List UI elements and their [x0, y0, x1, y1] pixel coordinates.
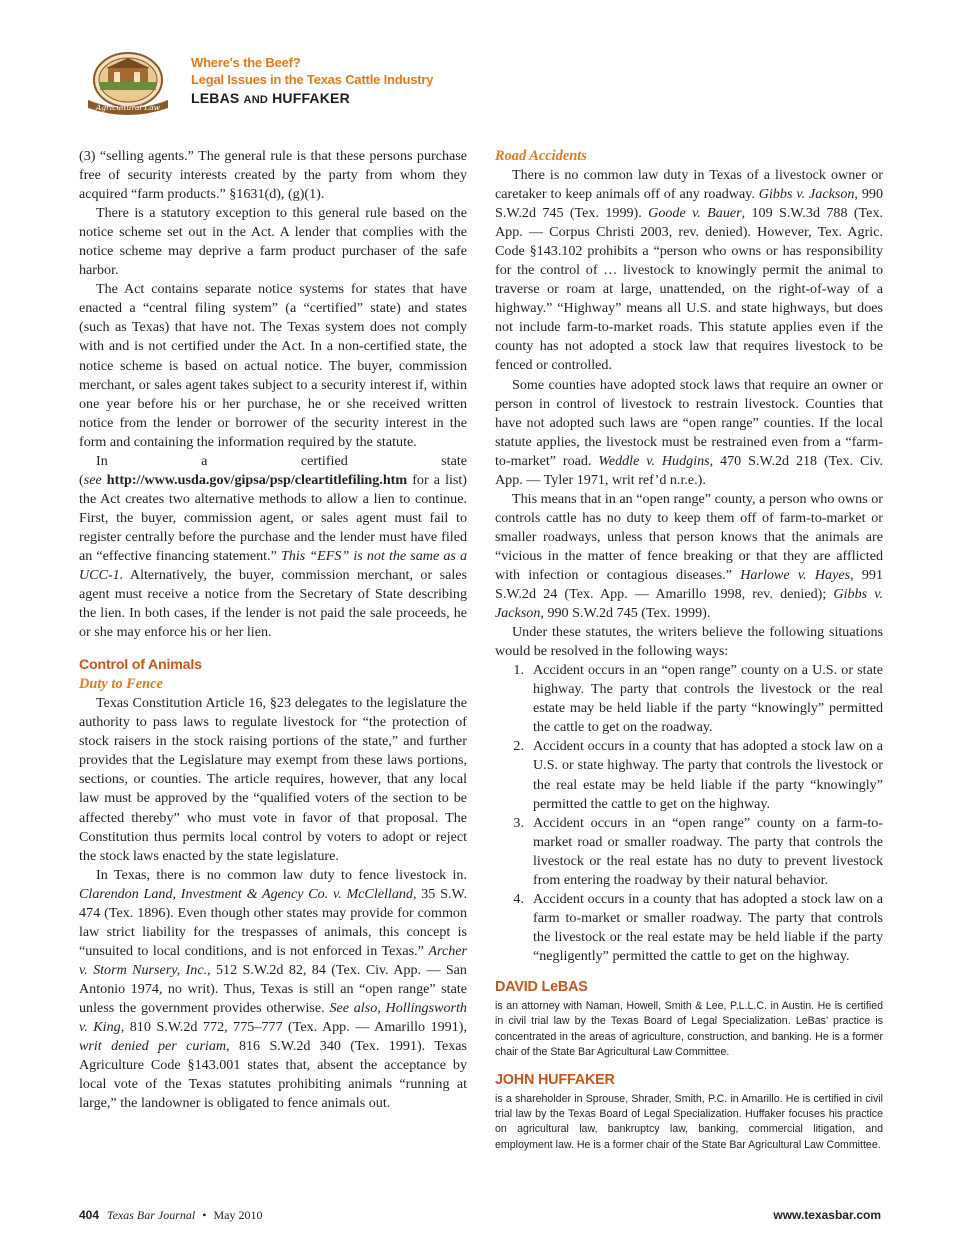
author-name: JOHN HUFFAKER	[495, 1071, 615, 1088]
subheading: Duty to Fence	[79, 676, 163, 693]
paragraph: In Texas, there is no common law duty to fence livestock in. Clarendon Land, Investment & Agency Co. v. McClelland, 35 S.W. 474 (Tex. 1896). Even though other states may provide for common law strict liability for the trespasses of animals, this concept is “unsuited to local conditions, and is not enforced in Texas.” Archer v. Storm Nursery, Inc., 512 S.W.2d 82, 84 (Tex. Civ. App. — San Antonio 1974, no writ). Thus, Texas is still an “open range” state unless the government provides otherwise. See also, Hollingsworth v. King, 810 S.W.2d 772, 775–777 (Tex. App. — Amarillo 1991), writ denied per curiam, 816 S.W.2d 340 (Tex. 1991). Texas Agriculture Code §143.001 states that, absent the acceptance by local vote of the Texas statutes prohibiting animals “running at large,” the landowner is obligated to fence animals out.	[79, 866, 467, 1112]
right-column	[495, 147, 883, 1153]
paragraph: In a certified state (see http://www.usda.gov/gipsa/psp/cleartitlefiling.htm for a list) the Act creates two alternative methods to allow a lien to continue. First, the buyer, commission agent, or sales agent must fail to register centrally before the purchase and the lender must have filed an “effective financing statement.” This “EFS” is not the same as a UCC-1. Alternatively, the buyer, commission merchant, or sales agent must receive a notice from the Secretary of State describing the lien. In both cases, if the lender is not paid the sale proceeds, he or she may enforce his or her lien.	[79, 452, 467, 641]
issue-date: May 2010	[213, 1208, 263, 1222]
paragraph: Some counties have adopted stock laws that require an owner or person in control of livestock to restrain livestock. Counties that have not adopted such laws are “open range” counties. If the local statute applies, the livestock must be restrained even from a “farm-to-market” road. Weddle v. Hudgins, 470 S.W.2d 218 (Tex. Civ. App. — Tyler 1971, writ ref’d n.r.e.).	[495, 376, 883, 488]
footer-left: 404 Texas Bar Journal • May 2010	[79, 1208, 263, 1222]
journal-name: Texas Bar Journal	[107, 1208, 196, 1222]
author-description: is a shareholder in Sprouse, Shrader, Smith, P.C. in Amarillo. He is certified in civil trial law by the Texas Board of Legal Specialization. Huffaker focuses his practice on agricultural law, bankruptcy law, banking, commercial litigation, and employment law. He is a former chair of the State Bar Agricultural Law Committee.	[495, 1092, 883, 1151]
site-link[interactable]: www.texasbar.com	[773, 1208, 881, 1222]
paragraph: The Act contains separate notice systems for states that have enacted a “central filing system” (a “certified” state) and states (such as Texas) that have not. The Texas system does not comply with and is not certified under the Act. In a non-certified state, the notice scheme is based on actual notice. The buyer, commission merchant, or sales agent takes subject to a security interest if, within one year before his or her purchase, he or she received written notice from the lender or borrower of the security interest in the form and containing the information required by the statute.	[79, 281, 467, 450]
author-bio-lebas	[495, 978, 883, 1061]
scenario-list	[495, 661, 883, 966]
paragraph: Under these statutes, the writers believe the following situations would be resolved in the following ways:	[495, 624, 883, 660]
author-name: DAVID LeBAS	[495, 978, 588, 995]
page-number: 404	[79, 1208, 100, 1222]
svg-text:Agricultural Law: Agricultural Law	[95, 103, 161, 112]
list-item: 2. Accident occurs in a county that has adopted a stock law on a U.S. or state highway. The party that controls the livestock or the real estate may be held liable if the party “knowingly” permitted the cattle to get on the highway.	[513, 738, 883, 812]
header-title: Where's the Beef?	[191, 55, 301, 70]
header-subtitle: Legal Issues in the Texas Cattle Industry	[191, 72, 434, 87]
agricultural-law-logo	[78, 50, 178, 118]
header-authors: LEBAS AND HUFFAKER	[191, 90, 350, 106]
paragraph: Texas Constitution Article 16, §23 delegates to the legislature the authority to pass laws to regulate livestock for “the protection of stock raisers in the stock raising portions of the state,” and further provides that the Legislature may exempt from these laws portions, sections, or counties. The article requires, however, that any local law must be approved by the “qualified voters of the section to be affected thereby” who must vote in favor of that proposal. The Constitution thus permits local control by voters to adopt or reject the stock laws enacted by the state legislature.	[79, 695, 467, 864]
list-item: 1. Accident occurs in an “open range” county on a U.S. or state highway. The party that controls the livestock or the real estate may be held liable if the party “knowingly” permitted the cattle to get on the roadway.	[513, 662, 883, 736]
paragraph: (3) “selling agents.” The general rule is that these persons purchase free of security interests created by the party from whom they acquired “farm products.” §1631(d), (g)(1).	[79, 148, 467, 203]
paragraph: This means that in an “open range” county, a person who owns or controls cattle has no duty to keep them off of farm-to-market or smaller roadways, unless that person knows that the animals are “vicious in the matter of fence breaking or that they are afflicted with infection or contagious diseases.” Harlowe v. Hayes, 991 S.W.2d 24 (Tex. App. — Amarillo 1998, rev. denied); Gibbs v. Jackson, 990 S.W.2d 745 (Tex. 1999).	[495, 490, 884, 622]
paragraph: There is no common law duty in Texas of a livestock owner or caretaker to keep animals off of any roadway. Gibbs v. Jackson, 990 S.W.2d 745 (Tex. 1999). Goode v. Bauer, 109 S.W.3d 788 (Tex. App. — Corpus Christi 2003, rev. denied). However, Tex. Agric. Code §143.102 prohibits a “person who owns or has responsibility for the control of … livestock to knowingly permit the animal to traverse or roam at large, unattended, on the right-of-way of a highway.” “Highway” means all U.S. and state highways, but does not include farm-to-market roads. This statute applies even if the county has not adopted a stock law that requires livestock to be fenced or controlled.	[495, 167, 884, 374]
left-column	[79, 147, 467, 1113]
author-description: is an attorney with Naman, Howell, Smith & Lee, P.L.L.C. in Austin. He is certified in civil trial law by the Texas Board of Legal Specialization. LeBas’ practice is concentrated in the areas of agriculture, construction, and banking. He is a former chair of the State Bar Agricultural Law Committee.	[495, 999, 883, 1059]
usda-link[interactable]: http://www.usda.gov/gipsa/psp/cleartitlefiling.htm	[106, 471, 408, 488]
list-item: 4. Accident occurs in a county that has adopted a stock law on a farm to-market or smaller roadway. The party that controls the livestock or the real estate may be held liable if the party “negligently” permitted the cattle to get on the highway.	[513, 890, 883, 964]
subheading: Road Accidents	[495, 148, 587, 164]
paragraph: There is a statutory exception to this general rule based on the notice scheme set out in the Act. A lender that complies with the notice scheme may deprive a farm product purchaser of the safe harbor.	[79, 205, 467, 279]
list-item: 3. Accident occurs in an “open range” county on a farm-to-market road or smaller roadway. The party that controls the livestock or the real estate has no duty to prevent livestock from entering the roadway by their natural behavior.	[513, 814, 883, 888]
author-bio-huffaker	[495, 1071, 883, 1154]
section-heading: Control of Animals	[79, 657, 202, 674]
article-header	[78, 44, 498, 124]
